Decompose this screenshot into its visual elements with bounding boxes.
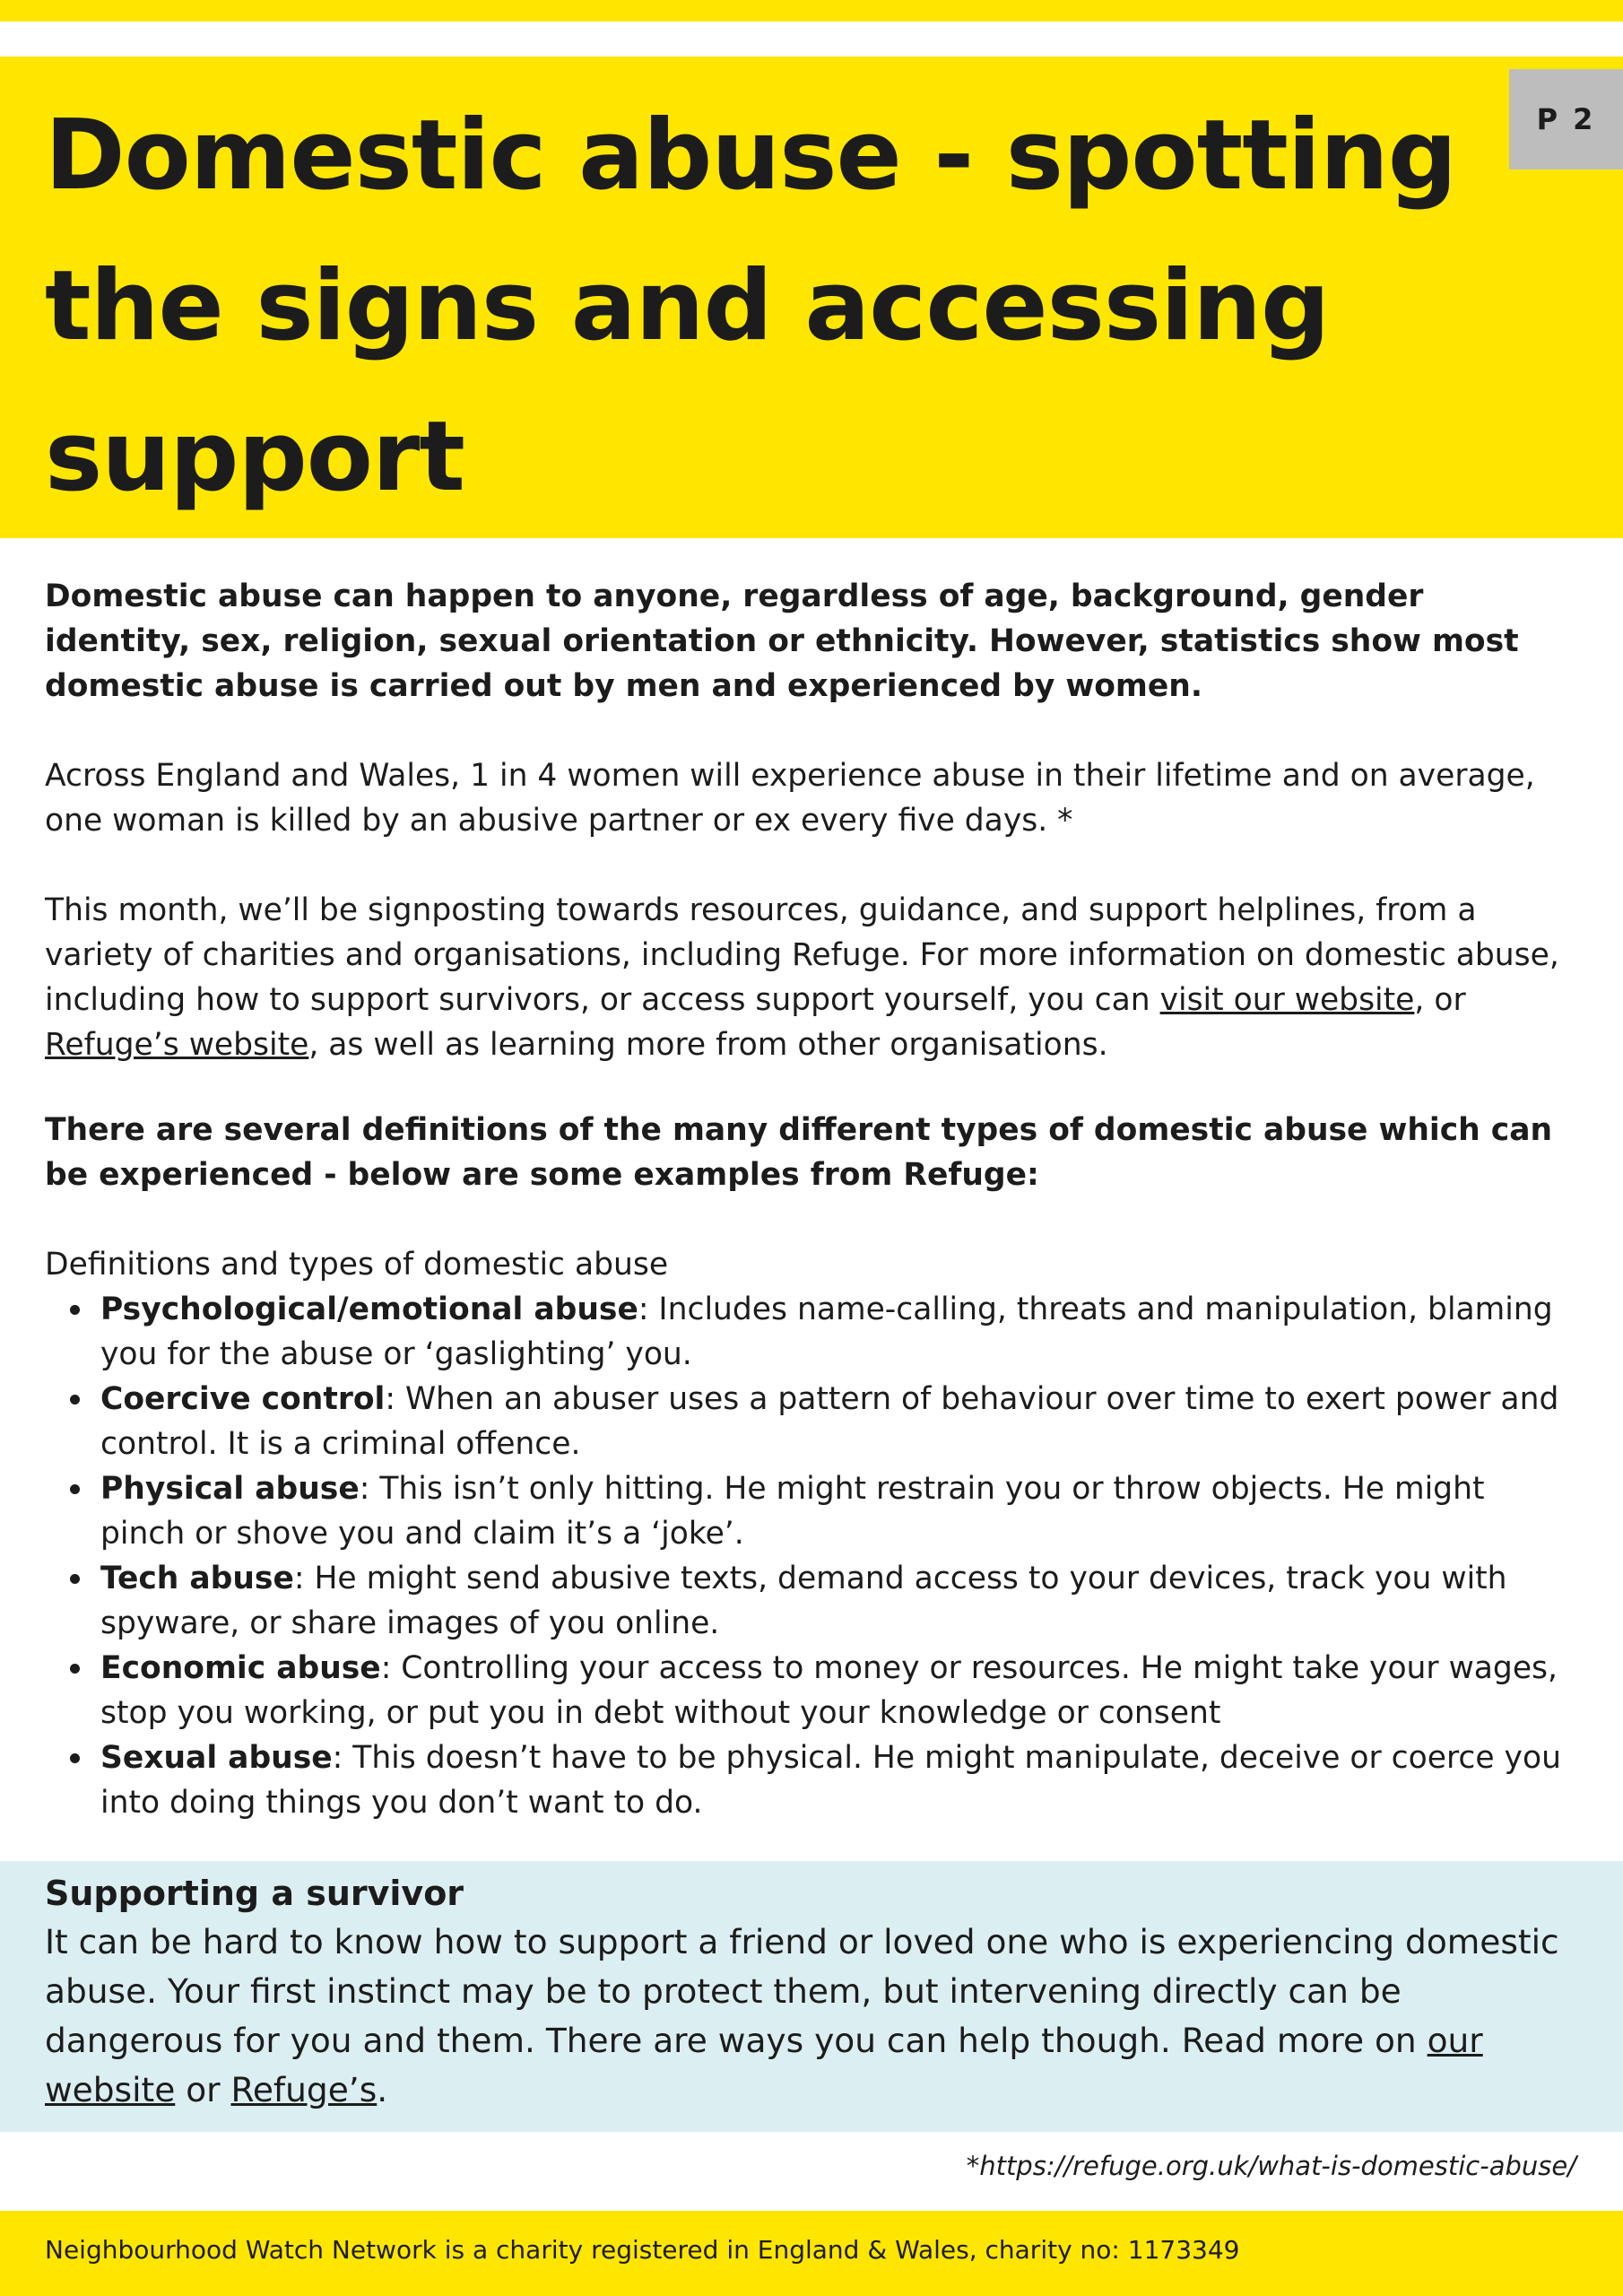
signposting-paragraph	[45, 888, 1578, 1067]
definition-text: : He might send abusive texts, demand access to your devices, track you with spyware, or share images of you online.	[100, 1561, 1507, 1641]
definition-item-psychological	[100, 1287, 1578, 1377]
page-number-badge: P 2	[1509, 69, 1623, 170]
statistics-paragraph: Across England and Wales, 1 in 4 women will experience abuse in their lifetime and on average, one woman is killed by an abusive partner or ex every five days. *	[45, 758, 1535, 839]
signposting-text: This month, we’ll be signposting towards resources, guidance, and support helplines, from a variety of charities and organisations, including Refuge. For more information on domestic abuse, including how to support survivors, or access support yourself, you can	[45, 892, 1559, 1018]
definition-item-sexual	[100, 1735, 1578, 1825]
supporting-survivor-body	[45, 1918, 1587, 2115]
definition-text: : When an abuser uses a pattern of behaviour over time to exert power and control. It is a criminal offence.	[100, 1381, 1559, 1462]
page-title: Domestic abuse - spotting the signs and accessing support	[45, 100, 1457, 513]
signposting-text-end: , as well as learning more from other organisations.	[308, 1027, 1108, 1063]
support-text-middle: or	[175, 2070, 231, 2109]
visit-our-website-link[interactable]: visit our website	[1159, 982, 1415, 1018]
definition-item-coercive	[100, 1377, 1578, 1466]
signposting-text-middle: , or	[1414, 982, 1466, 1018]
definition-text: : Includes name-calling, threats and manipulation, blaming you for the abuse or ‘gaslighting’ you.	[100, 1292, 1553, 1372]
refuges-link[interactable]: Refuge’s	[230, 2070, 378, 2109]
definition-text: : This doesn’t have to be physical. He might manipulate, deceive or coerce you into doing things you don’t want to do.	[100, 1740, 1561, 1821]
main-content	[45, 574, 1578, 1825]
our-website-link[interactable]: our website	[45, 2021, 1483, 2109]
definition-item-economic	[100, 1646, 1578, 1735]
definition-text: : This isn’t only hitting. He might restrain you or throw objects. He might pinch or shove you and claim it’s a ‘joke’.	[100, 1471, 1485, 1552]
definition-term: Sexual abuse	[100, 1740, 333, 1776]
intro-bold-paragraph: Domestic abuse can happen to anyone, regardless of age, background, gender identity, sex, religion, sexual orientation or ethnicity. However, statistics show most domestic abuse is carried out by men and experienced by women.	[45, 578, 1519, 704]
definitions-heading: Definitions and types of domestic abuse	[45, 1247, 669, 1283]
definitions-list	[45, 1287, 1578, 1825]
definition-term: Economic abuse	[100, 1650, 381, 1686]
footnote-source: *https://refuge.org.uk/what-is-domestic-abuse/	[966, 2151, 1576, 2181]
supporting-survivor-title: Supporting a survivor	[45, 1874, 464, 1913]
definitions-lead: There are several definitions of the many different types of domestic abuse which can be experienced - below are some examples from Refuge:	[45, 1112, 1553, 1193]
definition-term: Tech abuse	[100, 1561, 294, 1596]
definition-text: : Controlling your access to money or resources. He might take your wages, stop you working, or put you in debt without your knowledge or consent	[100, 1650, 1558, 1731]
top-accent-strip	[0, 0, 1623, 22]
definition-item-tech	[100, 1556, 1578, 1646]
support-text: It can be hard to know how to support a friend or loved one who is experiencing domestic abuse. Your first instinct may be to protect them, but intervening directly can be dangerous for you and them. There are ways you can help though. Read more on	[45, 1922, 1559, 2060]
definition-term: Psychological/emotional abuse	[100, 1292, 638, 1327]
definition-item-physical	[100, 1466, 1578, 1556]
definition-term: Physical abuse	[100, 1471, 360, 1507]
definition-term: Coercive control	[100, 1381, 386, 1417]
refuge-website-link[interactable]: Refuge’s website	[45, 1027, 309, 1063]
support-text-end: .	[377, 2070, 388, 2109]
footer-charity-text: Neighbourhood Watch Network is a charity registered in England & Wales, charity no: 1173349	[45, 2235, 1240, 2265]
